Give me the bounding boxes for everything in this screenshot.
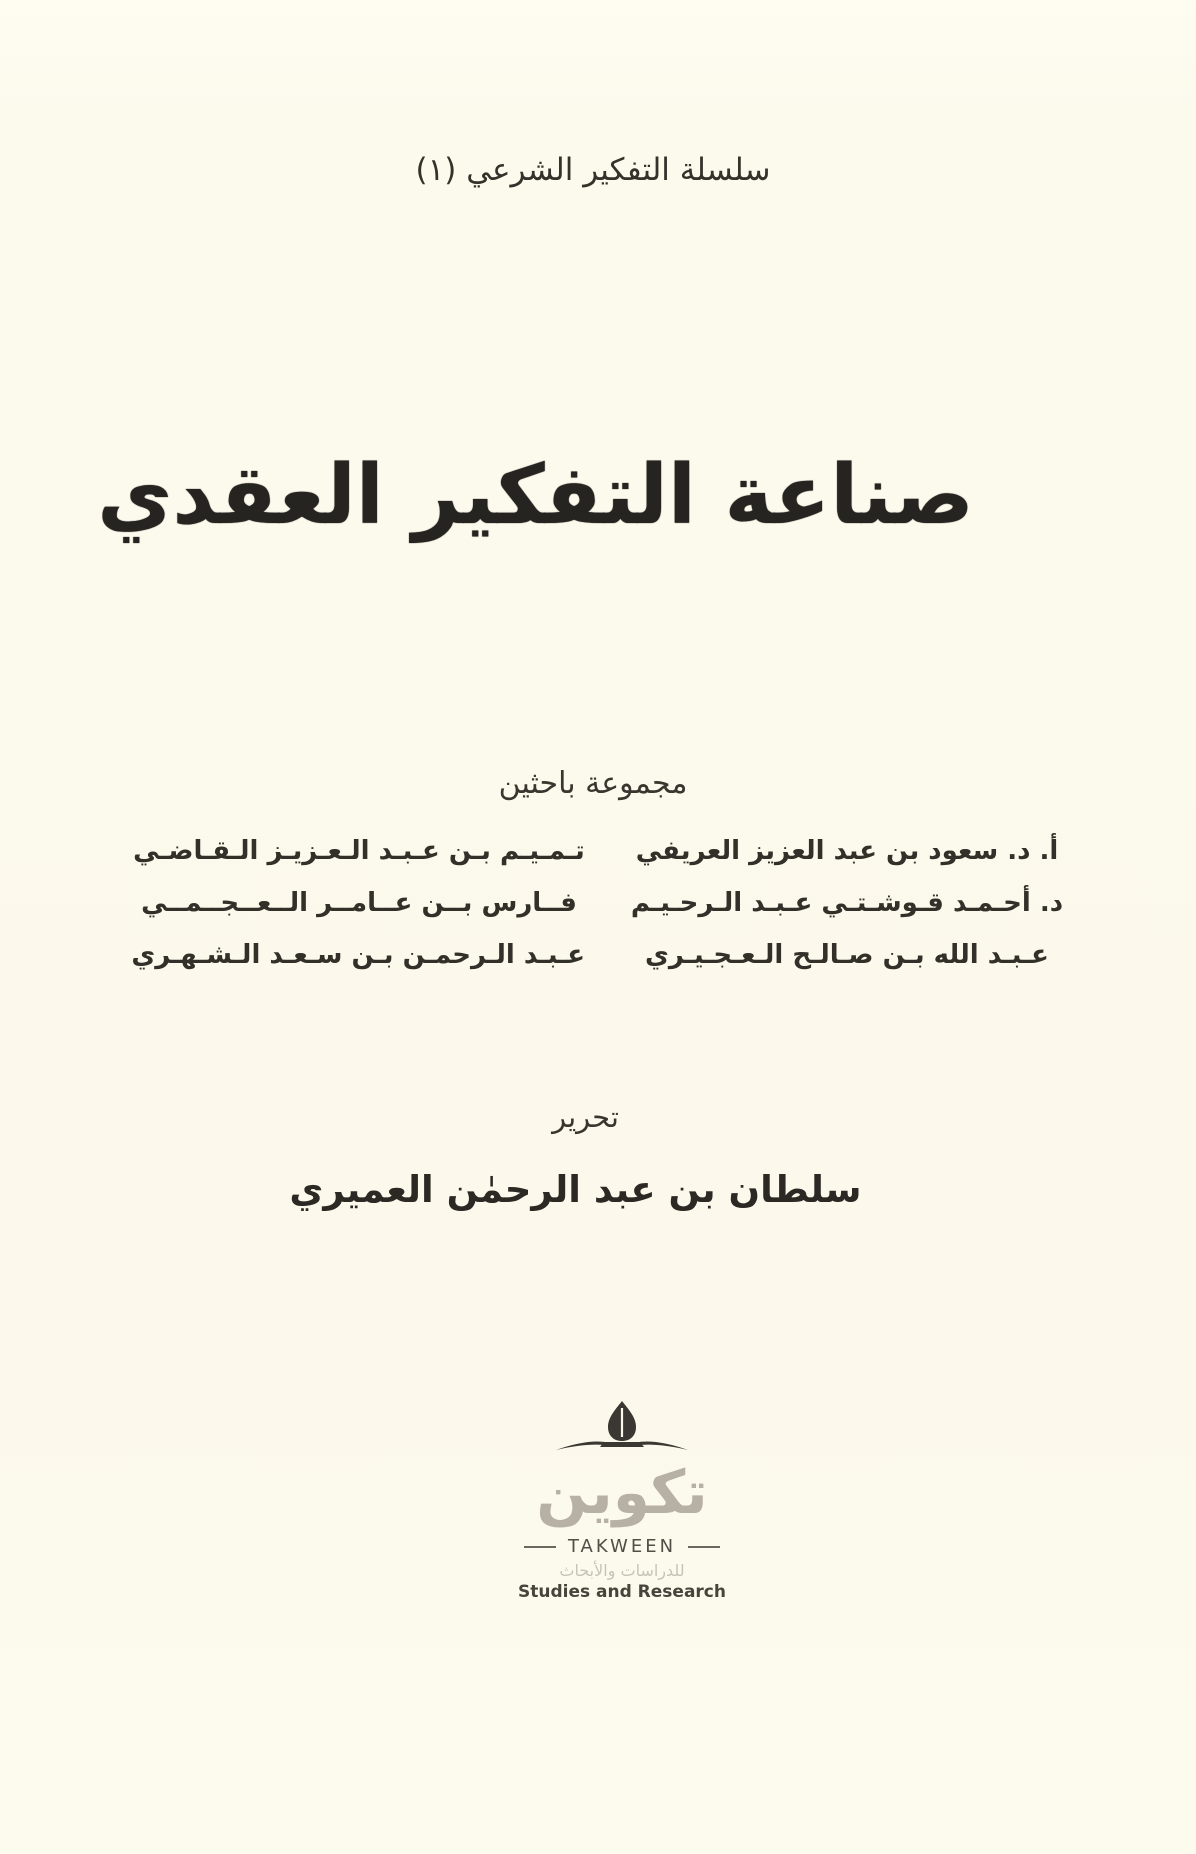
author-name: أ. د. سعود بن عبد العزيز العريفي xyxy=(635,836,1059,866)
series-title: سلسلة التفكير الشرعي (١) xyxy=(415,152,771,188)
takween-wordmark: TAKWEEN xyxy=(567,1536,677,1557)
publisher-tagline-english: Studies and Research xyxy=(517,1582,726,1602)
publisher-logo xyxy=(48,1398,1196,1602)
author-name: فــارس بــن عــامــر الــعــجــمــي xyxy=(141,888,577,918)
author-name: عـبـد الـرحمـن بـن سـعـد الـشـهـري xyxy=(131,940,585,970)
rule-right xyxy=(688,1546,720,1548)
author-row xyxy=(133,888,1083,918)
author-name: تـمـيـم بـن عـبـد الـعـزيـز الـقـاضـي xyxy=(133,836,585,866)
author-row xyxy=(133,940,1083,970)
editor-name: سلطان بن عبد الرحمٰن العميري xyxy=(289,1168,862,1211)
author-name: عـبـد الله بـن صـالـح الـعـجـيـري xyxy=(645,940,1049,970)
authors-heading: مجموعة باحثين xyxy=(498,766,688,801)
author-name: د. أحـمـد قـوشـتـي عـبـد الـرحـيـم xyxy=(630,888,1064,918)
rule-left xyxy=(524,1546,556,1548)
authors-list xyxy=(133,836,1083,992)
pen-nib-icon xyxy=(552,1398,692,1456)
editor-heading: تحرير xyxy=(552,1100,619,1134)
author-row xyxy=(133,836,1083,866)
takween-wordmark-row xyxy=(524,1536,720,1557)
publisher-tagline-arabic: للدراسات والأبحاث xyxy=(559,1561,685,1580)
takween-calligraphy: تكوين xyxy=(536,1458,708,1528)
book-title: صناعة التفكير العقدي xyxy=(97,448,974,543)
